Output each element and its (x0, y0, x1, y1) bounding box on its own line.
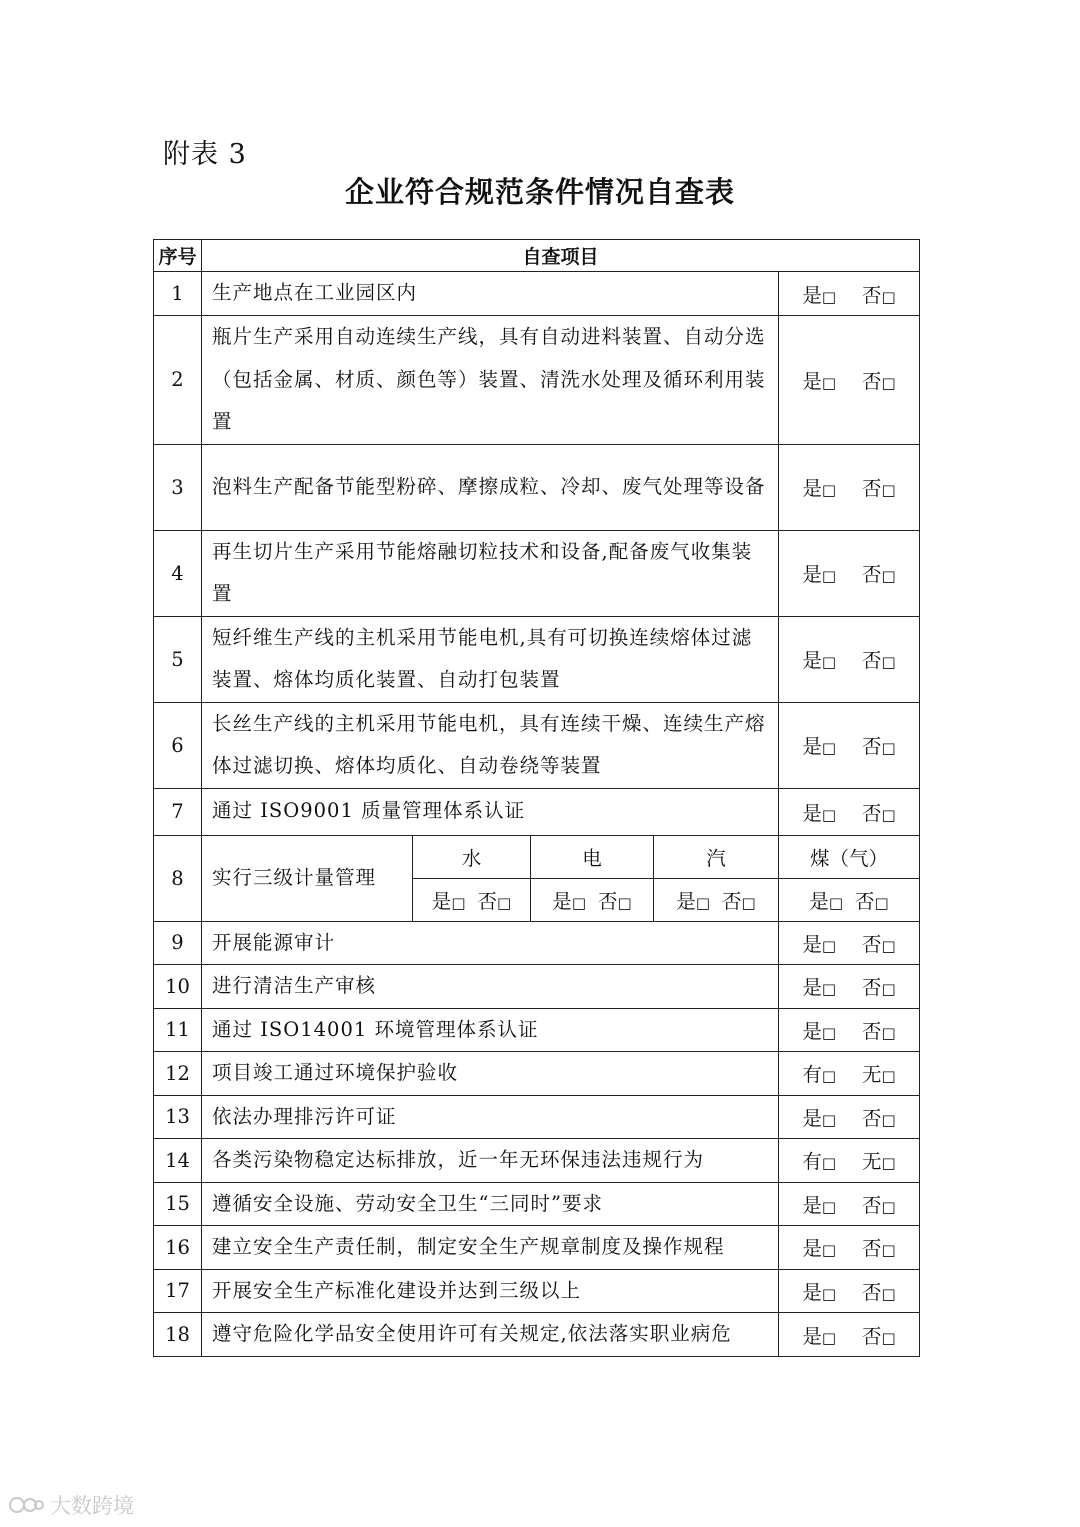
row-options (779, 444, 920, 530)
option-yes-label: 有 (802, 1150, 822, 1174)
row-item-text: 短纤维生产线的主机采用节能电机,具有可切换连续熔体过滤装置、熔体均质化装置、自动打包装置 (202, 616, 779, 702)
row-number: 9 (154, 921, 202, 965)
table-row (154, 1139, 920, 1183)
row-options (779, 788, 920, 835)
option-no-checkbox[interactable]: □ (874, 893, 889, 912)
option-no-label: 否 (862, 735, 882, 758)
option-no-label: 否 (722, 889, 742, 913)
row-options (779, 616, 920, 702)
row-options (779, 1095, 920, 1139)
option-yes-label: 是 (802, 1280, 822, 1304)
option-no-checkbox[interactable]: □ (881, 653, 896, 671)
row-item-text: 长丝生产线的主机采用节能电机，具有连续干燥、连续生产熔体过滤切换、熔体均质化、自动卷绕等装置 (202, 702, 779, 788)
watermark-text: 大数跨境 (50, 1494, 134, 1518)
option-yes-checkbox[interactable]: □ (821, 805, 837, 824)
self-check-table (153, 239, 920, 1357)
table-row (154, 1313, 920, 1357)
metering-col-options (413, 878, 531, 921)
row-number: 17 (154, 1269, 202, 1313)
row-number: 7 (154, 788, 202, 835)
option-yes-label: 是 (802, 932, 822, 956)
option-yes-checkbox[interactable]: □ (821, 1284, 837, 1303)
option-yes-checkbox[interactable]: □ (451, 893, 466, 912)
option-no-label: 否 (862, 801, 882, 825)
option-no-label: 否 (477, 889, 498, 913)
option-no-label: 否 (862, 369, 882, 393)
row-item-text: 瓶片生产采用自动连续生产线，具有自动进料装置、自动分选（包括金属、材质、颜色等）装置、清洗水处理及循环利用装置 (202, 316, 779, 445)
option-no-label: 否 (862, 563, 882, 586)
table-row (154, 788, 920, 835)
option-yes-label: 是 (802, 369, 822, 393)
option-yes-checkbox[interactable]: □ (821, 1110, 837, 1129)
row-options (779, 702, 920, 788)
option-yes-checkbox[interactable]: □ (821, 1067, 837, 1086)
table-row (154, 965, 920, 1009)
option-yes-checkbox[interactable]: □ (821, 1241, 837, 1260)
row-number: 18 (154, 1313, 202, 1357)
option-no-checkbox[interactable]: □ (881, 1284, 896, 1303)
row-item-text: 遵守危险化学品安全使用许可有关规定,依法落实职业病危 (202, 1313, 779, 1357)
row-item-text: 遵循安全设施、劳动安全卫生“三同时”要求 (202, 1182, 779, 1226)
option-no-label: 无 (862, 1150, 882, 1174)
option-no-label: 否 (862, 477, 882, 500)
row-options (779, 1052, 920, 1096)
document-title: 企业符合规范条件情况自查表 (344, 175, 735, 209)
option-yes-label: 是 (431, 889, 452, 913)
row-item-text: 开展能源审计 (202, 921, 779, 965)
option-no-checkbox[interactable]: □ (881, 1328, 896, 1347)
option-yes-label: 是 (552, 889, 572, 913)
row-options (779, 1008, 920, 1052)
row-number: 14 (154, 1139, 202, 1183)
option-yes-label: 是 (802, 1106, 822, 1130)
option-yes-checkbox[interactable]: □ (821, 373, 837, 392)
row-item-text: 实行三级计量管理 (202, 835, 413, 921)
row-item-text: 项目竣工通过环境保护验收 (202, 1052, 779, 1096)
row-item-text: 再生切片生产采用节能熔融切粒技术和设备,配备废气收集装置 (202, 530, 779, 616)
metering-col-label: 电 (531, 835, 654, 878)
option-no-checkbox[interactable]: □ (881, 1023, 896, 1042)
option-yes-label: 是 (809, 889, 829, 913)
option-no-checkbox[interactable]: □ (881, 1067, 896, 1086)
row-item-text: 通过 ISO14001 环境管理体系认证 (202, 1008, 779, 1052)
header-no: 序号 (154, 240, 202, 272)
row-number: 2 (154, 316, 202, 445)
option-no-checkbox[interactable]: □ (881, 1154, 896, 1173)
option-yes-label: 是 (802, 283, 822, 307)
option-no-checkbox[interactable]: □ (617, 893, 632, 912)
option-no-checkbox[interactable]: □ (881, 739, 896, 757)
table-row (154, 921, 920, 965)
option-no-label: 否 (862, 932, 882, 956)
metering-col-label: 水 (413, 835, 531, 878)
table-row (154, 316, 920, 445)
row-number: 11 (154, 1008, 202, 1052)
option-no-checkbox[interactable]: □ (881, 373, 896, 392)
row-item-text: 开展安全生产标准化建设并达到三级以上 (202, 1269, 779, 1313)
row-item-text: 生产地点在工业园区内 (202, 272, 779, 316)
row-item-text: 通过 ISO9001 质量管理体系认证 (202, 788, 779, 835)
metering-col-options (654, 878, 779, 921)
watermark-logo-icon (8, 1494, 44, 1516)
option-yes-checkbox[interactable]: □ (821, 1154, 837, 1173)
option-no-checkbox[interactable]: □ (497, 893, 512, 912)
row-item-text: 各类污染物稳定达标排放，近一年无环保违法违规行为 (202, 1139, 779, 1183)
option-no-label: 否 (862, 1106, 882, 1130)
option-no-checkbox[interactable]: □ (881, 936, 896, 955)
row-number: 8 (154, 835, 202, 921)
row-options (779, 965, 920, 1009)
option-no-label: 否 (862, 1193, 882, 1217)
option-yes-checkbox[interactable]: □ (821, 1023, 837, 1042)
row-options (779, 1269, 920, 1313)
table-row (154, 530, 920, 616)
table-row (154, 1269, 920, 1313)
row-options (779, 1139, 920, 1183)
row-options (779, 272, 920, 316)
metering-col-options (779, 878, 920, 921)
row-options (779, 530, 920, 616)
option-no-label: 否 (598, 889, 618, 913)
option-yes-label: 是 (802, 649, 822, 672)
option-yes-checkbox[interactable]: □ (821, 481, 837, 499)
row-number: 5 (154, 616, 202, 702)
option-no-checkbox[interactable]: □ (881, 1110, 896, 1129)
header-item: 自查项目 (202, 240, 920, 272)
option-no-checkbox[interactable]: □ (881, 481, 896, 499)
watermark (8, 1490, 134, 1520)
option-yes-label: 是 (676, 889, 696, 913)
option-yes-label: 是 (802, 1324, 822, 1348)
row-number: 4 (154, 530, 202, 616)
metering-col-options (531, 878, 654, 921)
row-item-text: 建立安全生产责任制，制定安全生产规章制度及操作规程 (202, 1226, 779, 1270)
table-row (154, 835, 920, 878)
table-row (154, 444, 920, 530)
row-options (779, 1226, 920, 1270)
row-number: 12 (154, 1052, 202, 1096)
option-yes-label: 是 (802, 563, 822, 586)
option-no-checkbox[interactable]: □ (881, 1197, 896, 1216)
table-row (154, 1052, 920, 1096)
row-number: 10 (154, 965, 202, 1009)
option-yes-checkbox[interactable]: □ (821, 739, 837, 757)
option-no-checkbox[interactable]: □ (881, 287, 896, 306)
option-yes-checkbox[interactable]: □ (695, 893, 710, 912)
option-yes-label: 是 (802, 976, 822, 1000)
option-yes-checkbox[interactable]: □ (571, 893, 586, 912)
option-yes-label: 是 (802, 735, 822, 758)
option-no-label: 否 (862, 1324, 882, 1348)
table-row (154, 1182, 920, 1226)
row-number: 15 (154, 1182, 202, 1226)
option-yes-checkbox[interactable]: □ (821, 567, 837, 585)
option-yes-checkbox[interactable]: □ (821, 1197, 837, 1216)
option-no-checkbox[interactable]: □ (881, 980, 896, 999)
row-number: 16 (154, 1226, 202, 1270)
option-no-checkbox[interactable]: □ (881, 567, 896, 585)
option-no-label: 否 (862, 1237, 882, 1261)
table-row (154, 616, 920, 702)
option-no-checkbox[interactable]: □ (881, 805, 896, 824)
metering-col-label: 汽 (654, 835, 779, 878)
row-number: 3 (154, 444, 202, 530)
row-item-text: 进行清洁生产审核 (202, 965, 779, 1009)
row-number: 13 (154, 1095, 202, 1139)
option-yes-checkbox[interactable]: □ (821, 653, 837, 671)
option-yes-checkbox[interactable]: □ (821, 287, 837, 306)
appendix-label: 附表 3 (163, 139, 247, 170)
option-yes-label: 是 (802, 1193, 822, 1217)
option-no-label: 无 (862, 1063, 882, 1087)
option-yes-label: 是 (802, 477, 822, 500)
row-options (779, 1182, 920, 1226)
table-row (154, 272, 920, 316)
row-item-text: 泡料生产配备节能型粉碎、摩擦成粒、冷却、废气处理等设备 (202, 444, 779, 530)
row-number: 1 (154, 272, 202, 316)
option-no-label: 否 (862, 1280, 882, 1304)
row-number: 6 (154, 702, 202, 788)
metering-col-label: 煤（气） (779, 835, 920, 878)
table-row (154, 1008, 920, 1052)
option-yes-label: 是 (802, 1019, 822, 1043)
row-options (779, 921, 920, 965)
option-no-checkbox[interactable]: □ (741, 893, 756, 912)
option-no-label: 否 (862, 1019, 882, 1043)
option-yes-checkbox[interactable]: □ (821, 936, 837, 955)
option-no-label: 否 (855, 889, 875, 913)
table-row (154, 1226, 920, 1270)
row-item-text: 依法办理排污许可证 (202, 1095, 779, 1139)
table-row (154, 702, 920, 788)
row-options (779, 316, 920, 445)
option-no-checkbox[interactable]: □ (881, 1241, 896, 1260)
table-header-row (154, 240, 920, 272)
option-yes-label: 是 (802, 801, 822, 825)
option-no-label: 否 (862, 649, 882, 672)
option-yes-checkbox[interactable]: □ (828, 893, 844, 912)
option-yes-label: 是 (802, 1237, 822, 1261)
table-row (154, 1095, 920, 1139)
option-yes-label: 有 (802, 1063, 822, 1087)
option-no-label: 否 (862, 976, 882, 1000)
option-no-label: 否 (862, 283, 882, 307)
option-yes-checkbox[interactable]: □ (821, 980, 837, 999)
row-options (779, 1313, 920, 1357)
option-yes-checkbox[interactable]: □ (821, 1328, 837, 1347)
